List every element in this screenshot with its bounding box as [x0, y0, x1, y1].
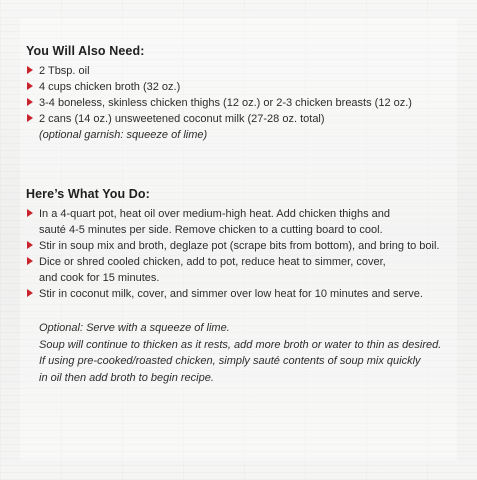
instructions-heading: Here’s What You Do: [26, 187, 150, 201]
step-line: Stir in coconut milk, cover, and simmer over low heat for 10 minutes and serve. [39, 288, 423, 300]
bullet-icon [27, 241, 33, 249]
ingredient-item [26, 95, 466, 111]
step-line: and cook for 15 minutes. [39, 272, 160, 284]
bullet-icon [27, 98, 33, 106]
ingredients-list [26, 63, 466, 127]
ingredient-item [26, 79, 466, 95]
instruction-step [26, 206, 466, 238]
bullet-icon [27, 82, 33, 90]
bullet-icon [27, 209, 33, 217]
note-line: Soup will continue to thicken as it rests, add more broth or water to thin as desired. [39, 338, 442, 351]
bullet-icon [27, 66, 33, 74]
ingredient-text: 2 Tbsp. oil [39, 65, 90, 77]
note-line: in oil then add broth to begin recipe. [39, 371, 214, 384]
ingredient-text: 4 cups chicken broth (32 oz.) [39, 81, 181, 93]
ingredients-heading: You Will Also Need: [26, 44, 145, 58]
ingredient-item [26, 63, 466, 79]
bullet-icon [27, 257, 33, 265]
step-line: sauté 4-5 minutes per side. Remove chicken to a cutting board to cool. [39, 224, 383, 236]
step-line: In a 4-quart pot, heat oil over medium-high heat. Add chicken thighs and [39, 208, 390, 220]
bullet-icon [27, 289, 33, 297]
optional-garnish-note: (optional garnish: squeeze of lime) [39, 129, 208, 141]
note-line: Optional: Serve with a squeeze of lime. [39, 322, 230, 334]
step-line: Dice or shred cooled chicken, add to pot, reduce heat to simmer, cover, [39, 256, 386, 268]
instructions-section [26, 187, 466, 302]
ingredient-text: 2 cans (14 oz.) unsweetened coconut milk (27-28 oz. total) [39, 113, 325, 125]
ingredients-section [26, 44, 466, 143]
ingredient-item [26, 111, 466, 127]
instruction-step [26, 286, 466, 302]
instruction-step [26, 238, 466, 254]
step-line: Stir in soup mix and broth, deglaze pot (scrape bits from bottom), and bring to boil. [39, 240, 440, 252]
recipe-notes [39, 320, 469, 386]
ingredient-text: 3-4 boneless, skinless chicken thighs (12 oz.) or 2-3 chicken breasts (12 oz.) [39, 97, 412, 109]
bullet-icon [27, 114, 33, 122]
note-line: If using pre-cooked/roasted chicken, simply sauté contents of soup mix quickly [39, 355, 421, 367]
instruction-step [26, 254, 466, 286]
instructions-list [26, 206, 466, 302]
